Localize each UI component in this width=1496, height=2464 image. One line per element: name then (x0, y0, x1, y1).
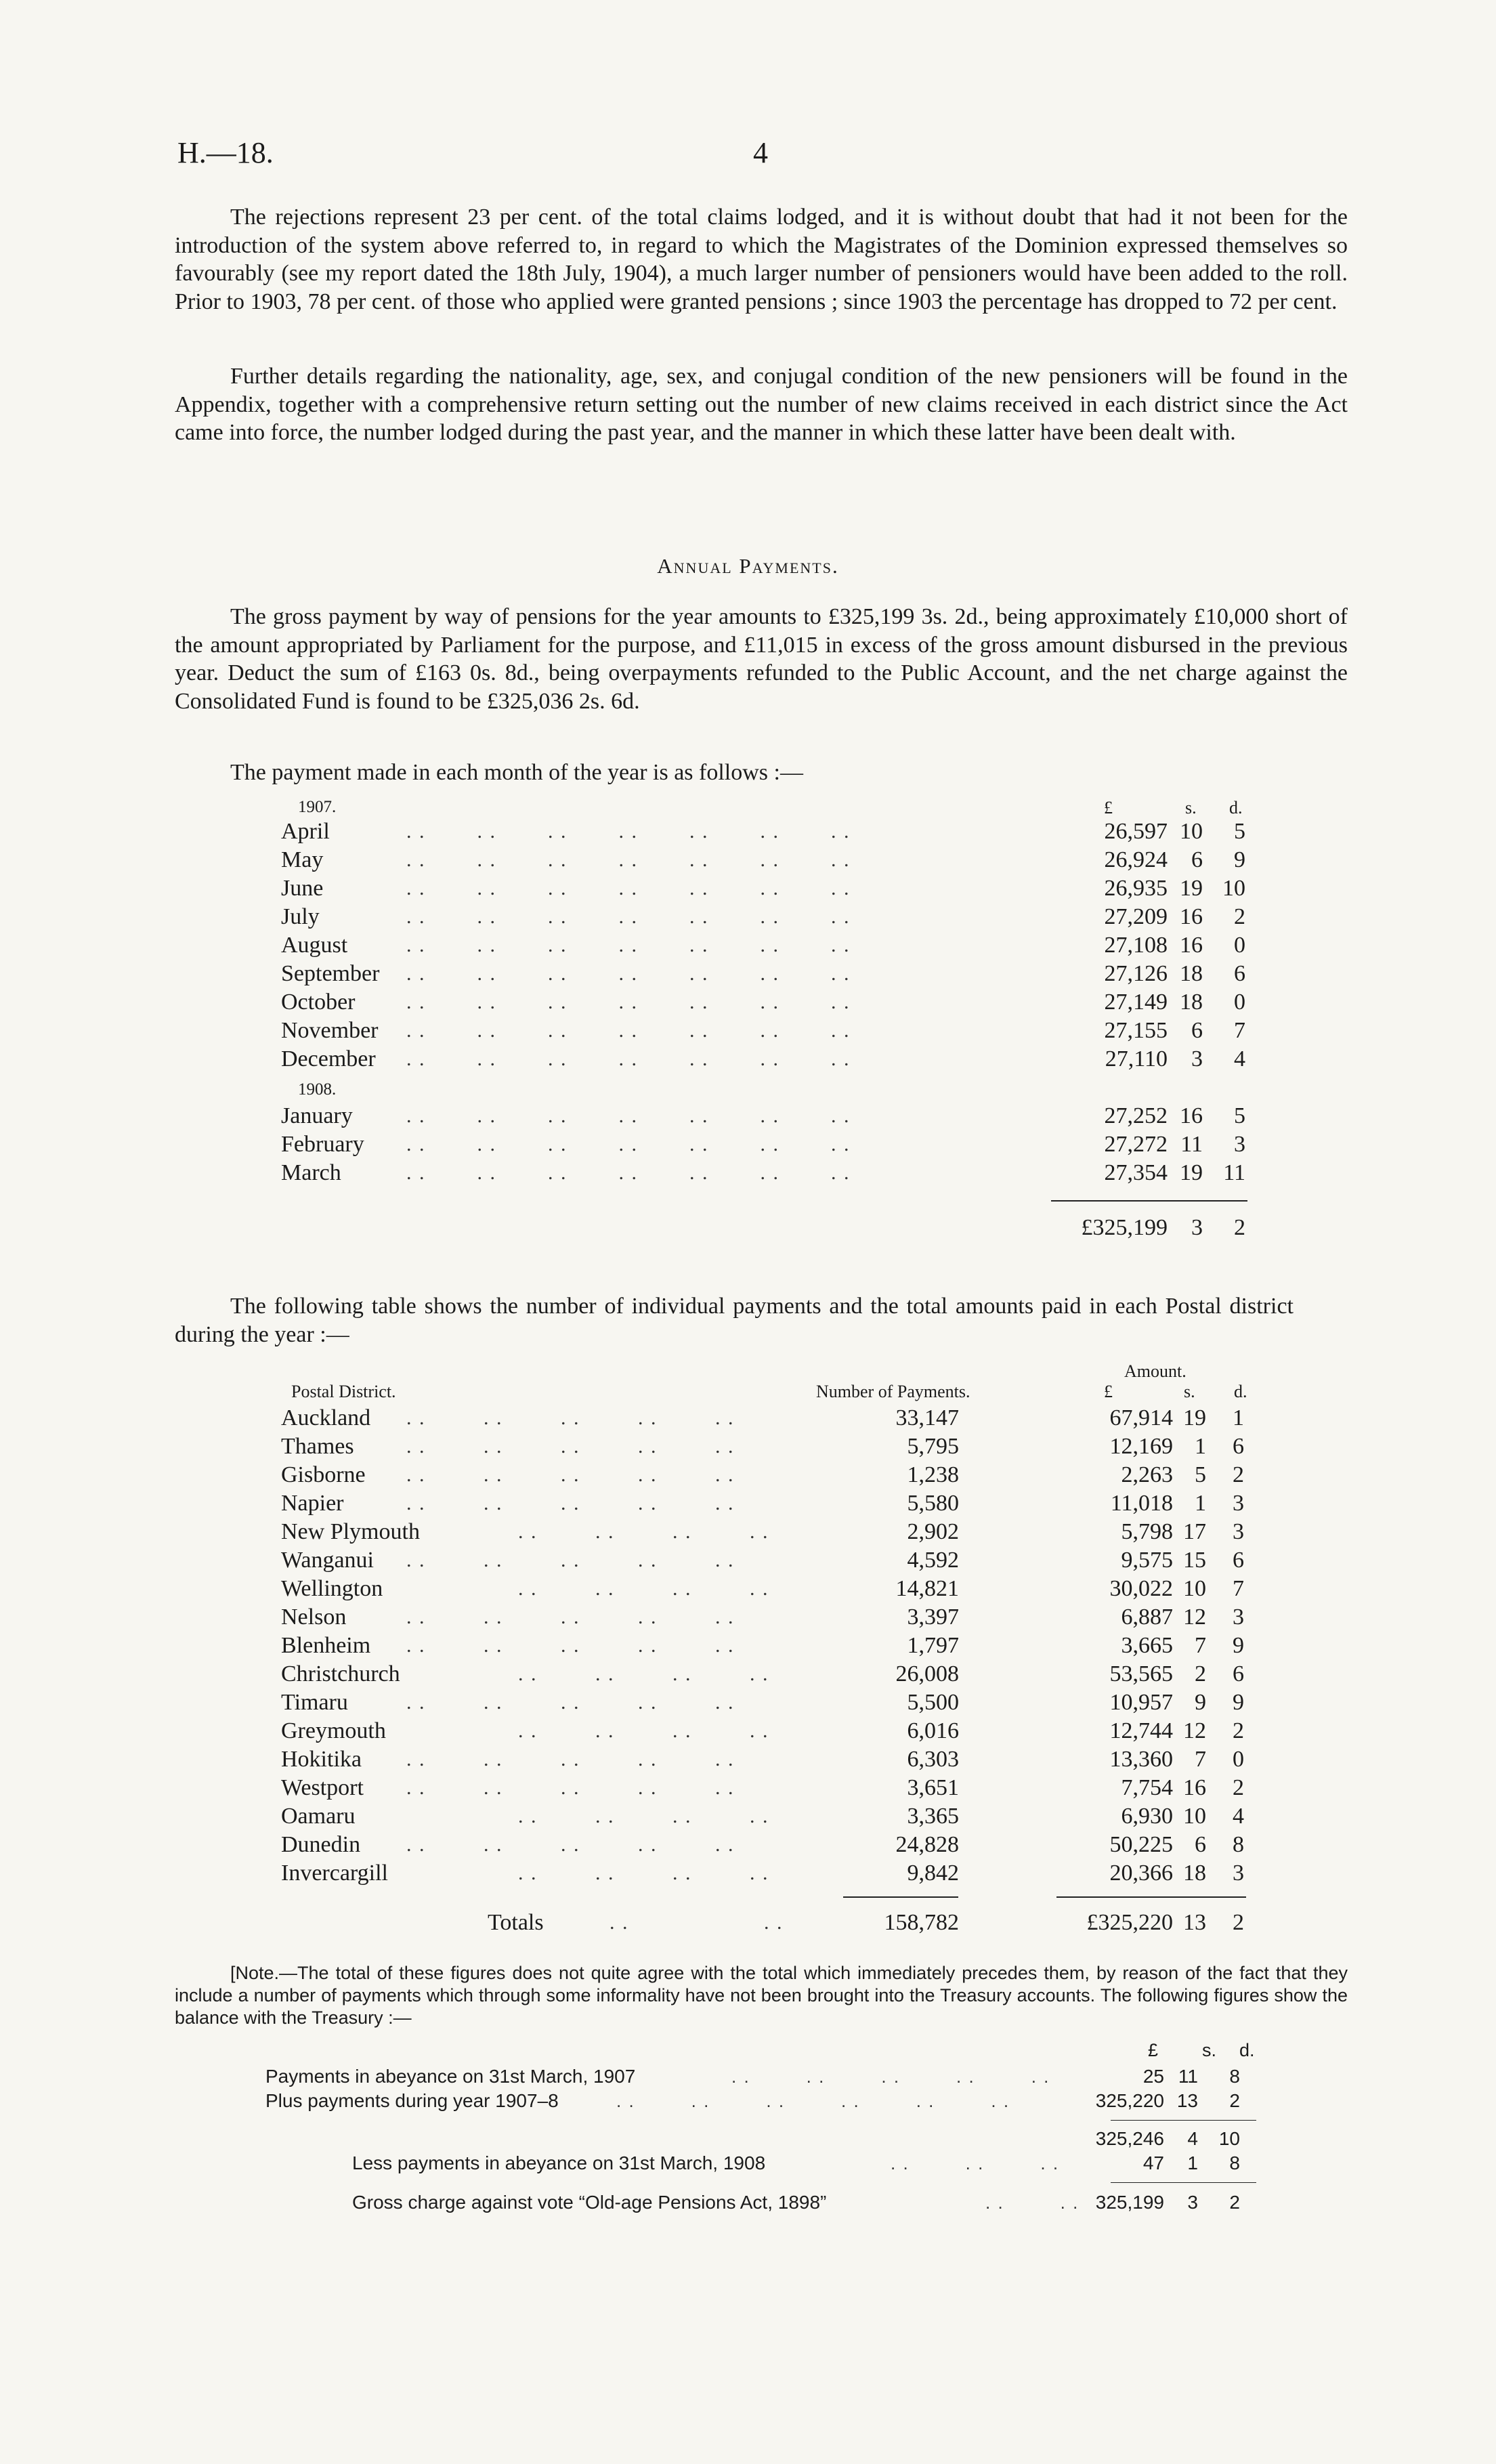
treasury-note: [Note.—The total of these figures does not quite agree with the total which immediately precedes them, by reason of the fact that they include a number of payments which through some informality have not been brought into the Treasury accounts. The following figures show the balance with the Treasury :— (175, 1963, 1348, 2028)
leader-dots: . . . . . . . . . . (406, 1606, 735, 1628)
column-header-pence: d. (1234, 1382, 1247, 1401)
shillings-value: 17 (1183, 1519, 1206, 1544)
leader-dots: . . . . . . . . . . (406, 1833, 735, 1856)
pounds-value: 50,225 (1109, 1832, 1173, 1857)
shillings-value: 10 (1183, 1576, 1206, 1601)
shillings-value: 7 (1195, 1747, 1206, 1772)
district-label: Auckland (281, 1405, 371, 1430)
total-pence: 2 (1234, 1215, 1245, 1240)
payments-value: 3,365 (907, 1804, 959, 1829)
leader-dots: . . . . . . . . . . (406, 1492, 735, 1514)
table-row (0, 874, 1496, 903)
pounds-value: 11,018 (1110, 1491, 1173, 1516)
shillings-value: 15 (1183, 1548, 1206, 1573)
pence-value: 9 (1234, 847, 1245, 872)
table-row (0, 1489, 1496, 1518)
pounds-value: 27,108 (1104, 933, 1168, 958)
table-row (0, 1717, 1496, 1745)
leader-dots: . . . . . . . . . . . . . . (406, 849, 851, 871)
totals-label: Totals (488, 1910, 544, 1935)
pence-value: 10 (1218, 2128, 1240, 2149)
table-row (0, 1461, 1496, 1489)
column-header-pounds: £ (1104, 798, 1113, 817)
leader-dots: . . . . . . . . . . . . . . (406, 1048, 851, 1070)
balance-row (0, 2151, 1496, 2175)
amount-sum-rule (1056, 1896, 1246, 1898)
table-row (0, 1102, 1496, 1130)
district-label: Greymouth (281, 1718, 386, 1743)
balance-row (0, 2089, 1496, 2113)
column-header-shillings: s. (1185, 798, 1197, 817)
balance-label: Less payments in abeyance on 31st March, 1908 (352, 2152, 766, 2173)
payments-value: 5,795 (907, 1434, 959, 1459)
shillings-value: 11 (1180, 1132, 1203, 1157)
table-row (0, 1831, 1496, 1859)
column-header-pence: d. (1229, 798, 1243, 817)
district-label: Gisborne (281, 1462, 366, 1487)
pounds-value: 9,575 (1121, 1548, 1173, 1573)
shillings-value: 3 (1191, 1046, 1203, 1071)
shillings-value: 6 (1195, 1832, 1206, 1857)
pence-value: 2 (1229, 2090, 1240, 2111)
pence-value: 6 (1233, 1548, 1244, 1573)
table-row (0, 1546, 1496, 1575)
pounds-value: 25 (1142, 2066, 1164, 2087)
balance-label: Payments in abeyance on 31st March, 1907 (265, 2066, 636, 2087)
shillings-value: 4 (1187, 2128, 1198, 2149)
pence-value: 3 (1233, 1491, 1244, 1516)
pence-value: 0 (1234, 990, 1245, 1015)
shillings-value: 3 (1187, 2192, 1198, 2213)
leader-dots: . . . . . . . . . . . . (616, 2091, 1010, 2111)
leader-dots: . . . . . . . . . . . . . . (406, 877, 851, 899)
paragraph-further-details: Further details regarding the nationality, age, sex, and conjugal condition of the new pensioners will be found in the Appendix, together with a comprehensive return setting out the number of new claims received in each district since the Act came into force, the number lodged during the past year, and the manner in which these latter have been dealt with. (175, 364, 1348, 445)
table-row (0, 1688, 1496, 1717)
pence-value: 9 (1233, 1690, 1244, 1715)
shillings-value: 1 (1187, 2152, 1198, 2173)
pounds-value: 325,199 (1095, 2192, 1164, 2213)
leader-dots: . . . . (985, 2192, 1080, 2213)
column-header-pounds: £ (1104, 1382, 1113, 1401)
pence-value: 2 (1233, 1718, 1244, 1743)
shillings-value: 5 (1195, 1462, 1206, 1487)
month-label: August (281, 933, 348, 958)
payments-value: 5,580 (907, 1491, 959, 1516)
payments-sum-rule (843, 1896, 958, 1898)
balance-row (0, 2064, 1496, 2089)
paragraph-gross-payment: The gross payment by way of pensions for the year amounts to £325,199 3s. 2d., being approximately £10,000 short of the amount appropriated by Parliament for the purpose, and £11,015 in excess of the gross amount disbursed in the previous year. Deduct the sum of £163 0s. 8d., being overpayments refunded to the Public Account, and the net charge against the Consolidated Fund is found to be £325,036 2s. 6d. (175, 604, 1348, 714)
payments-value: 33,147 (895, 1405, 959, 1430)
leader-dots: . . . . . . . . (518, 1577, 769, 1600)
pounds-value: 30,022 (1109, 1576, 1173, 1601)
payments-value: 2,902 (907, 1519, 959, 1544)
shillings-value: 16 (1183, 1775, 1206, 1800)
district-label: Hokitika (281, 1747, 362, 1772)
monthly-table-intro: The payment made in each month of the year is as follows :— (230, 760, 803, 785)
leader-dots: . . . . . . . . . . . . . . (406, 1162, 851, 1184)
table-row (0, 931, 1496, 960)
leader-dots: . . . . . . . . . . . . . . (406, 991, 851, 1013)
column-header-pence: d. (1239, 2040, 1255, 2060)
table-row (0, 1159, 1496, 1187)
total-shillings: 13 (1183, 1910, 1206, 1935)
shillings-value: 16 (1180, 933, 1203, 958)
leader-dots: . . . . . . . . . . . . . . (406, 1105, 851, 1127)
pounds-value: 27,149 (1104, 990, 1168, 1015)
year-label: 1907. (298, 798, 337, 816)
leader-dots: . . . . . . . . . . (406, 1407, 735, 1429)
column-header-shillings: s. (1202, 2040, 1217, 2060)
pence-value: 6 (1234, 961, 1245, 986)
leader-dots: . . . . . . . . . . . . . . (406, 934, 851, 956)
pounds-value: 7,754 (1121, 1775, 1173, 1800)
district-label: Nelson (281, 1605, 347, 1630)
pence-value: 3 (1233, 1519, 1244, 1544)
table-row (0, 1518, 1496, 1546)
shillings-value: 13 (1176, 2090, 1198, 2111)
column-header-pounds: £ (1148, 2040, 1159, 2060)
shillings-value: 19 (1180, 1160, 1203, 1185)
total-shillings: 3 (1191, 1215, 1203, 1240)
balance-label: Gross charge against vote “Old-age Pensions Act, 1898” (352, 2192, 827, 2213)
total-payments: 158,782 (884, 1910, 959, 1935)
payments-value: 24,828 (895, 1832, 959, 1857)
pounds-value: 27,155 (1104, 1018, 1168, 1043)
pounds-value: 325,220 (1095, 2090, 1164, 2111)
column-header-amount: Amount. (1124, 1361, 1187, 1381)
table-row (0, 846, 1496, 874)
pounds-value: 12,744 (1109, 1718, 1173, 1743)
balance-sum-rule (1111, 2120, 1256, 2121)
pence-value: 5 (1234, 1103, 1245, 1128)
district-label: Blenheim (281, 1633, 371, 1658)
shillings-value: 6 (1191, 1018, 1203, 1043)
leader-dots: . . . . . . . . (518, 1521, 769, 1543)
leader-dots: . . . . . . . . . . . . . . (406, 820, 851, 843)
shillings-value: 12 (1183, 1718, 1206, 1743)
payments-value: 3,651 (907, 1775, 959, 1800)
month-label: February (281, 1132, 364, 1157)
month-label: March (281, 1160, 341, 1185)
total-pounds: £325,220 (1086, 1910, 1173, 1935)
pounds-value: 27,209 (1104, 904, 1168, 929)
pence-value: 2 (1233, 1775, 1244, 1800)
pounds-value: 27,354 (1104, 1160, 1168, 1185)
totals-row (0, 1909, 1496, 1937)
pounds-value: 26,597 (1104, 819, 1168, 844)
shillings-value: 18 (1180, 961, 1203, 986)
pounds-value: 12,169 (1109, 1434, 1173, 1459)
balance-row (0, 2190, 1496, 2215)
table-row (0, 1017, 1496, 1045)
column-header-shillings: s. (1184, 1382, 1195, 1401)
leader-dots: . . . . . . . . (518, 1805, 769, 1827)
shillings-value: 16 (1180, 1103, 1203, 1128)
leader-dots: . . . . . . . . . . . . . . (406, 962, 851, 985)
district-label: Wellington (281, 1576, 383, 1601)
pence-value: 6 (1233, 1661, 1244, 1686)
shillings-value: 10 (1180, 819, 1203, 844)
pounds-value: 67,914 (1109, 1405, 1173, 1430)
district-label: Westport (281, 1775, 364, 1800)
leader-dots: . . . . . . . . (518, 1663, 769, 1685)
pence-value: 10 (1222, 876, 1245, 901)
table-row (0, 1045, 1496, 1074)
district-label: New Plymouth (281, 1519, 420, 1544)
district-label: Dunedin (281, 1832, 361, 1857)
pounds-value: 26,924 (1104, 847, 1168, 872)
pounds-value: 53,565 (1109, 1661, 1173, 1686)
pence-value: 8 (1233, 1832, 1244, 1857)
table-row (0, 1575, 1496, 1603)
district-label: Wanganui (281, 1548, 374, 1573)
leader-dots: . . . . . . . . . . (406, 1435, 735, 1458)
district-label: Napier (281, 1491, 344, 1516)
pounds-value: 6,887 (1121, 1605, 1173, 1630)
leader-dots: . . . . . . . . . . (731, 2066, 1050, 2087)
month-label: May (281, 847, 324, 872)
pounds-value: 6,930 (1121, 1804, 1173, 1829)
shillings-value: 1 (1195, 1491, 1206, 1516)
month-label: June (281, 876, 324, 901)
table-row (0, 988, 1496, 1017)
pence-value: 6 (1233, 1434, 1244, 1459)
pence-value: 8 (1229, 2152, 1240, 2173)
payments-value: 5,500 (907, 1690, 959, 1715)
pence-value: 8 (1229, 2066, 1240, 2087)
shillings-value: 2 (1195, 1661, 1206, 1686)
table-row (0, 1802, 1496, 1831)
shillings-value: 12 (1183, 1605, 1206, 1630)
section-heading: Annual Payments. (657, 554, 839, 578)
leader-dots: . . . . . . . . . . (406, 1464, 735, 1486)
district-label: Timaru (281, 1690, 348, 1715)
month-label: November (281, 1018, 379, 1043)
shillings-value: 11 (1178, 2066, 1198, 2087)
total-pounds: £325,199 (1081, 1215, 1168, 1240)
pence-value: 3 (1234, 1132, 1245, 1157)
pounds-value: 27,126 (1104, 961, 1168, 986)
column-header-payments: Number of Payments. (816, 1382, 970, 1401)
table-row (0, 960, 1496, 988)
pence-value: 3 (1233, 1605, 1244, 1630)
shillings-value: 9 (1195, 1690, 1206, 1715)
shillings-value: 18 (1183, 1861, 1206, 1886)
leader-dots: . . . . . . . . . . (406, 1634, 735, 1657)
pence-value: 3 (1233, 1861, 1244, 1886)
pounds-value: 20,366 (1109, 1861, 1173, 1886)
month-label: April (281, 819, 330, 844)
leader-dots: . . . . . . (891, 2153, 1060, 2173)
table-row (0, 1859, 1496, 1888)
balance-label: Plus payments during year 1907–8 (265, 2090, 559, 2111)
table-row (0, 1660, 1496, 1688)
table-row (0, 1774, 1496, 1802)
leader-dots: . . . . . . . . . . . . . . (406, 906, 851, 928)
shillings-value: 19 (1183, 1405, 1206, 1430)
pounds-value: 13,360 (1109, 1747, 1173, 1772)
pence-value: 2 (1229, 2192, 1240, 2213)
month-label: September (281, 961, 380, 986)
table-row (0, 1432, 1496, 1461)
table-row (0, 817, 1496, 846)
column-header-district: Postal District. (291, 1382, 396, 1401)
pounds-value: 26,935 (1104, 876, 1168, 901)
document-reference: H.—18. (177, 136, 274, 169)
district-label: Christchurch (281, 1661, 400, 1686)
payments-value: 1,797 (907, 1633, 959, 1658)
pence-value: 0 (1234, 933, 1245, 958)
pence-value: 2 (1233, 1462, 1244, 1487)
leader-dots: . . . . . . . . (518, 1720, 769, 1742)
pence-value: 9 (1233, 1633, 1244, 1658)
shillings-value: 19 (1180, 876, 1203, 901)
pence-value: 5 (1234, 819, 1245, 844)
district-label: Invercargill (281, 1861, 388, 1886)
shillings-value: 16 (1180, 904, 1203, 929)
pence-value: 2 (1234, 904, 1245, 929)
leader-dots: . . . . . . . . . . . . . . (406, 1019, 851, 1042)
pence-value: 0 (1233, 1747, 1244, 1772)
balance-final-rule (1111, 2182, 1256, 2183)
year-label: 1908. (298, 1080, 337, 1099)
shillings-value: 1 (1195, 1434, 1206, 1459)
payments-value: 4,592 (907, 1548, 959, 1573)
leader-dots: . . . . (610, 1911, 784, 1934)
shillings-value: 18 (1180, 990, 1203, 1015)
pounds-value: 325,246 (1095, 2128, 1164, 2149)
page-number: 4 (753, 136, 768, 169)
pounds-value: 5,798 (1121, 1519, 1173, 1544)
pounds-value: 27,272 (1104, 1132, 1168, 1157)
payments-value: 26,008 (895, 1661, 959, 1686)
shillings-value: 6 (1191, 847, 1203, 872)
pence-value: 1 (1233, 1405, 1244, 1430)
pounds-value: 27,110 (1105, 1046, 1168, 1071)
pounds-value: 47 (1142, 2152, 1164, 2173)
table-row (0, 1632, 1496, 1660)
pounds-value: 10,957 (1109, 1690, 1173, 1715)
pence-value: 4 (1234, 1046, 1245, 1071)
district-label: Oamaru (281, 1804, 356, 1829)
paragraph-rejections: The rejections represent 23 per cent. of the total claims lodged, and it is without doubt that had it not been for the introduction of the system above referred to, in regard to which the Magistrates of the Dominion expressed themselves so favourably (see my report dated the 18th July, 1904), a much larger number of pensioners would have been added to the roll. Prior to 1903, 78 per cent. of those who applied were granted pensions ; since 1903 the percentage has dropped to 72 per cent. (175, 205, 1348, 314)
payments-value: 14,821 (895, 1576, 959, 1601)
pence-value: 7 (1233, 1576, 1244, 1601)
leader-dots: . . . . . . . . (518, 1862, 769, 1884)
payments-value: 1,238 (907, 1462, 959, 1487)
payments-value: 3,397 (907, 1605, 959, 1630)
table-row (0, 1745, 1496, 1774)
district-label: Thames (281, 1434, 354, 1459)
month-label: July (281, 904, 320, 929)
leader-dots: . . . . . . . . . . (406, 1549, 735, 1571)
payments-value: 6,016 (907, 1718, 959, 1743)
pence-value: 11 (1223, 1160, 1245, 1185)
pounds-value: 27,252 (1104, 1103, 1168, 1128)
table-row (0, 1404, 1496, 1432)
month-label: October (281, 990, 356, 1015)
pence-value: 4 (1233, 1804, 1244, 1829)
month-label: December (281, 1046, 376, 1071)
total-pence: 2 (1233, 1910, 1244, 1935)
payments-value: 9,842 (907, 1861, 959, 1886)
month-label: January (281, 1103, 353, 1128)
leader-dots: . . . . . . . . . . (406, 1777, 735, 1799)
total-row (0, 1214, 1496, 1242)
balance-subtotal-row (0, 2127, 1496, 2151)
table-row (0, 903, 1496, 931)
table-row (0, 1130, 1496, 1159)
table-row (0, 1603, 1496, 1632)
shillings-value: 10 (1183, 1804, 1206, 1829)
leader-dots: . . . . . . . . . . . . . . (406, 1133, 851, 1155)
leader-dots: . . . . . . . . . . (406, 1748, 735, 1770)
leader-dots: . . . . . . . . . . (406, 1691, 735, 1714)
shillings-value: 7 (1195, 1633, 1206, 1658)
postal-table-intro: The following table shows the number of individual payments and the total amounts paid in each Postal district during the year :— (175, 1294, 1294, 1347)
pence-value: 7 (1234, 1018, 1245, 1043)
sum-rule (1051, 1200, 1247, 1202)
pounds-value: 3,665 (1121, 1633, 1173, 1658)
payments-value: 6,303 (907, 1747, 959, 1772)
pounds-value: 2,263 (1121, 1462, 1173, 1487)
